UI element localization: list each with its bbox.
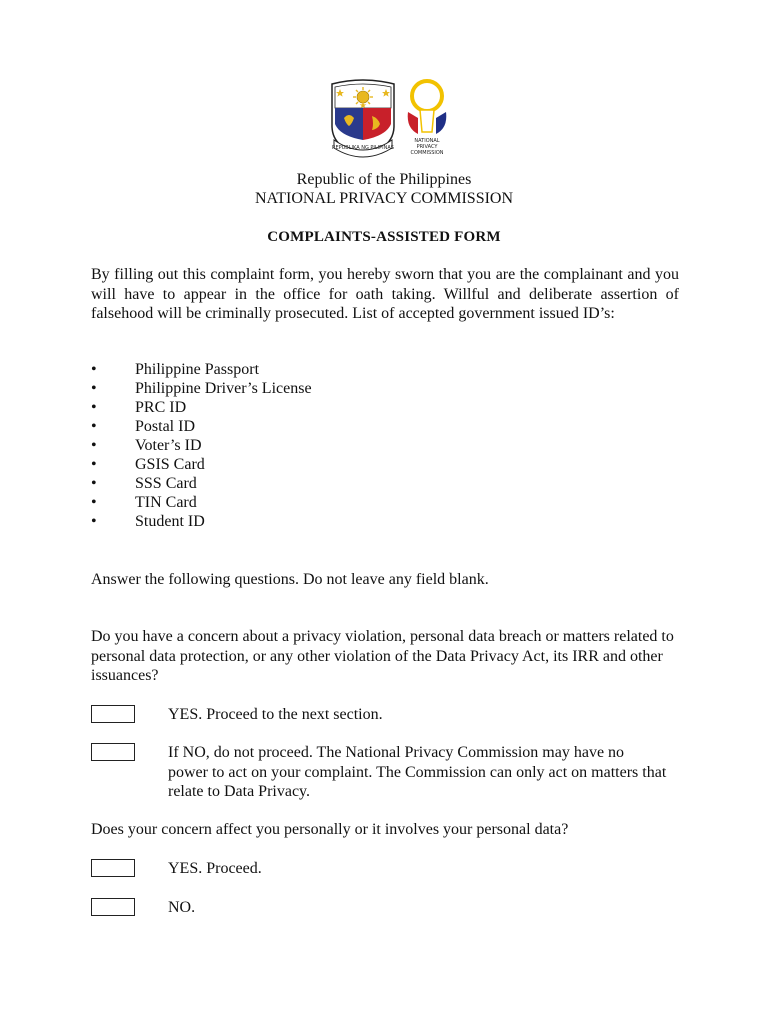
checkbox-q1-no[interactable] bbox=[91, 743, 135, 761]
question-1-option-yes bbox=[91, 705, 679, 729]
checkbox-q2-yes[interactable] bbox=[91, 859, 135, 877]
id-item-label: Student ID bbox=[135, 513, 205, 530]
seal-text: REPUBLIKA NG PILIPINAS bbox=[332, 145, 394, 151]
bullet: • bbox=[91, 475, 97, 492]
id-item-label: SSS Card bbox=[135, 475, 197, 492]
npc-logo bbox=[404, 78, 450, 158]
checkbox-q2-no[interactable] bbox=[91, 898, 135, 916]
list-item bbox=[91, 417, 491, 436]
list-item bbox=[91, 455, 491, 474]
list-item bbox=[91, 512, 491, 531]
intro-paragraph: By filling out this complaint form, you hereby sworn that you are the complainant and you will have to appear in the office for oath taking. Willful and deliberate assertion of falsehood will be criminally prosecuted. List of accepted government issued ID’s: bbox=[91, 266, 679, 322]
question-1-option-no bbox=[91, 743, 679, 805]
id-item-label: Philippine Driver’s License bbox=[135, 380, 312, 397]
country-name: Republic of the Philippines bbox=[296, 171, 472, 188]
accepted-id-list bbox=[91, 360, 491, 531]
question-2-option-yes bbox=[91, 859, 679, 883]
checkbox-q1-yes[interactable] bbox=[91, 705, 135, 723]
bullet: • bbox=[91, 399, 97, 416]
document-header bbox=[0, 170, 768, 208]
list-item bbox=[91, 360, 491, 379]
question-2-option-no bbox=[91, 898, 679, 922]
id-item-label: Voter’s ID bbox=[135, 437, 202, 454]
philippine-seal-logo bbox=[326, 78, 400, 158]
id-item-label: TIN Card bbox=[135, 494, 197, 511]
id-item-label: PRC ID bbox=[135, 399, 187, 416]
bullet: • bbox=[91, 361, 97, 378]
option-label: If NO, do not proceed. The National Privacy Commission may have no power to act on your complaint. The Commission can only act on matters that relate to Data Privacy. bbox=[168, 744, 667, 800]
list-item bbox=[91, 436, 491, 455]
npc-logo-text-line-2: PRIVACY bbox=[416, 144, 438, 150]
bullet: • bbox=[91, 437, 97, 454]
npc-logo-text-line-3: COMMISSION bbox=[410, 150, 444, 156]
option-label: NO. bbox=[168, 899, 196, 916]
list-item bbox=[91, 379, 491, 398]
list-item bbox=[91, 474, 491, 493]
npc-logo-text-line-1: NATIONAL bbox=[414, 138, 440, 144]
id-item-label: GSIS Card bbox=[135, 456, 205, 473]
bullet: • bbox=[91, 380, 97, 397]
list-item bbox=[91, 493, 491, 512]
id-item-label: Philippine Passport bbox=[135, 361, 260, 378]
id-item-label: Postal ID bbox=[135, 418, 195, 435]
option-label: YES. Proceed to the next section. bbox=[168, 706, 383, 723]
bullet: • bbox=[91, 418, 97, 435]
question-2-text: Does your concern affect you personally or it involves your personal data? bbox=[91, 821, 569, 838]
form-title: COMPLAINTS-ASSISTED FORM bbox=[267, 229, 501, 245]
agency-name: NATIONAL PRIVACY COMMISSION bbox=[254, 190, 514, 207]
bullet: • bbox=[91, 456, 97, 473]
question-1-text: Do you have a concern about a privacy violation, personal data breach or matters related to personal data protection, or any other violation of the Data Privacy Act, its IRR and other issuances? bbox=[91, 628, 674, 684]
instruction-text: Answer the following questions. Do not leave any field blank. bbox=[91, 571, 489, 588]
bullet: • bbox=[91, 494, 97, 511]
option-label: YES. Proceed. bbox=[168, 860, 262, 877]
list-item bbox=[91, 398, 491, 417]
header-logos bbox=[326, 78, 450, 158]
bullet: • bbox=[91, 513, 97, 530]
